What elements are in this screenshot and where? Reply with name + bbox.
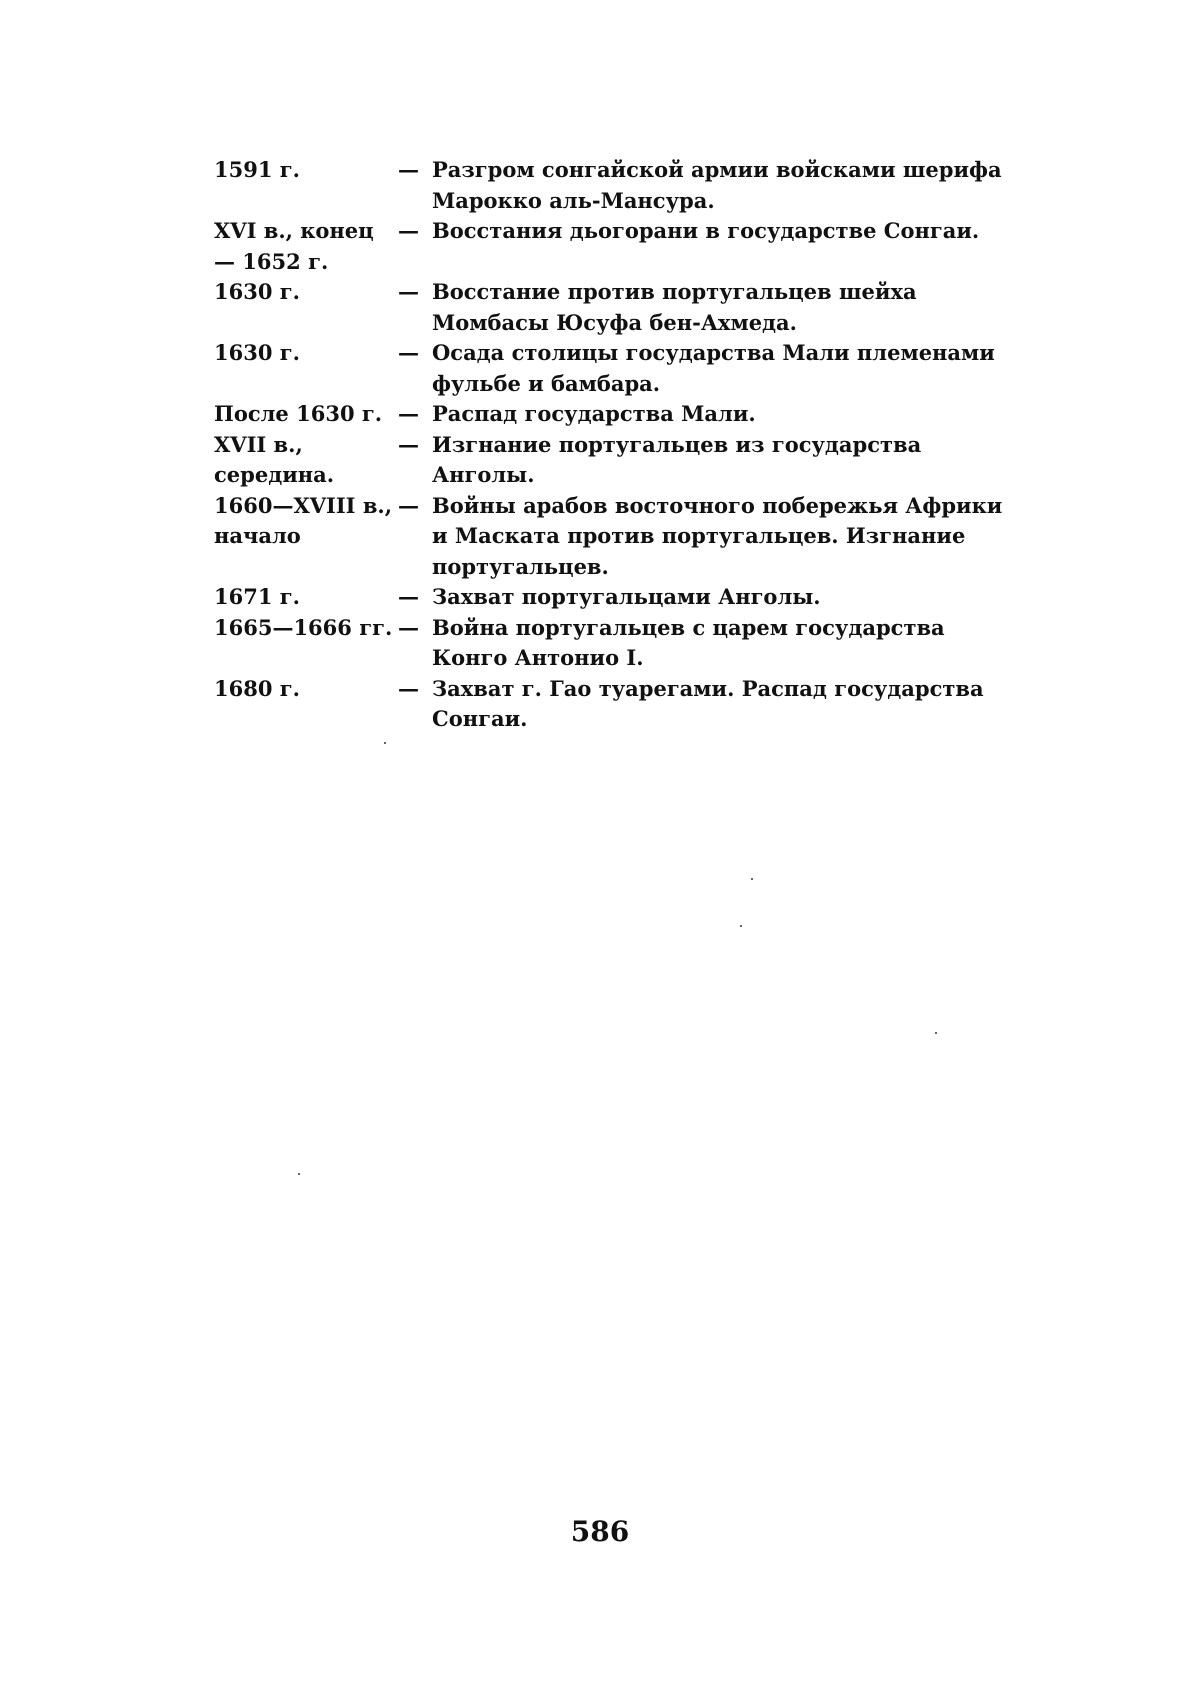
entry-dash: — bbox=[398, 675, 419, 701]
chronology-entry bbox=[214, 491, 1014, 583]
scan-speck bbox=[298, 1173, 300, 1175]
entry-date: 1665—1666 гг. bbox=[214, 614, 393, 640]
entry-dash: — bbox=[398, 218, 419, 243]
entry-text: Распад государства Мали. bbox=[432, 401, 756, 426]
entry-dash: — bbox=[398, 279, 419, 304]
entry-text: Захват португальцами Анголы. bbox=[432, 584, 821, 609]
entry-text: Захват г. Гао туарегами. Распад государства Сонгаи. bbox=[432, 675, 984, 731]
entry-date: После 1630 г. bbox=[214, 401, 383, 426]
chronology-entry bbox=[214, 613, 1014, 674]
entry-text: Разгром сонгайской армии войсками шерифа Марокко аль-Мансура. bbox=[432, 157, 1002, 213]
entry-date: 1671 г. bbox=[214, 584, 300, 609]
chronology-entry bbox=[214, 399, 1014, 430]
entry-date: 1630 г. bbox=[214, 279, 300, 304]
entry-date: 1591 г. bbox=[214, 157, 300, 182]
chronology-entry bbox=[214, 674, 1014, 735]
page-number: 586 bbox=[570, 1515, 630, 1548]
entry-dash: — bbox=[398, 340, 419, 365]
entry-date: 1680 г. bbox=[214, 675, 300, 701]
entry-date: 1630 г. bbox=[214, 340, 300, 365]
entry-dash: — bbox=[398, 584, 419, 609]
chronology-entry bbox=[214, 155, 1014, 216]
scan-speck bbox=[384, 742, 386, 744]
entry-dash: — bbox=[398, 431, 419, 457]
scan-speck bbox=[740, 925, 742, 927]
entry-date: XVI в., конец — 1652 г. bbox=[214, 218, 374, 274]
chronology-list bbox=[214, 155, 1014, 735]
entry-text: Война португальцев с царем государства Конго Антонио I. bbox=[432, 614, 945, 670]
entry-dash: — bbox=[398, 614, 419, 640]
scan-speck bbox=[935, 1032, 937, 1034]
entry-text: Восстание против португальцев шейха Момбасы Юсуфа бен-Ахмеда. bbox=[432, 279, 917, 335]
entry-dash: — bbox=[398, 157, 419, 182]
chronology-entry bbox=[214, 216, 1014, 277]
chronology-entry bbox=[214, 338, 1014, 399]
entry-date: XVII в., середина. bbox=[214, 431, 335, 487]
entry-date: 1660—XVIII в., начало bbox=[214, 492, 393, 548]
entry-text: Восстания дьогорани в государстве Сонгаи. bbox=[432, 218, 980, 243]
scan-speck bbox=[751, 878, 753, 880]
entry-text: Осада столицы государства Мали племенами фульбе и бамбара. bbox=[432, 340, 995, 396]
entry-dash: — bbox=[398, 492, 419, 518]
chronology-entry bbox=[214, 277, 1014, 338]
chronology-entry bbox=[214, 582, 1014, 613]
entry-text: Войны арабов восточного побережья Африки и Маската против португальцев. Изгнание португальцев. bbox=[432, 492, 1003, 579]
chronology-entry bbox=[214, 430, 1014, 491]
entry-text: Изгнание португальцев из государства Анголы. bbox=[432, 431, 922, 487]
entry-dash: — bbox=[398, 401, 419, 426]
